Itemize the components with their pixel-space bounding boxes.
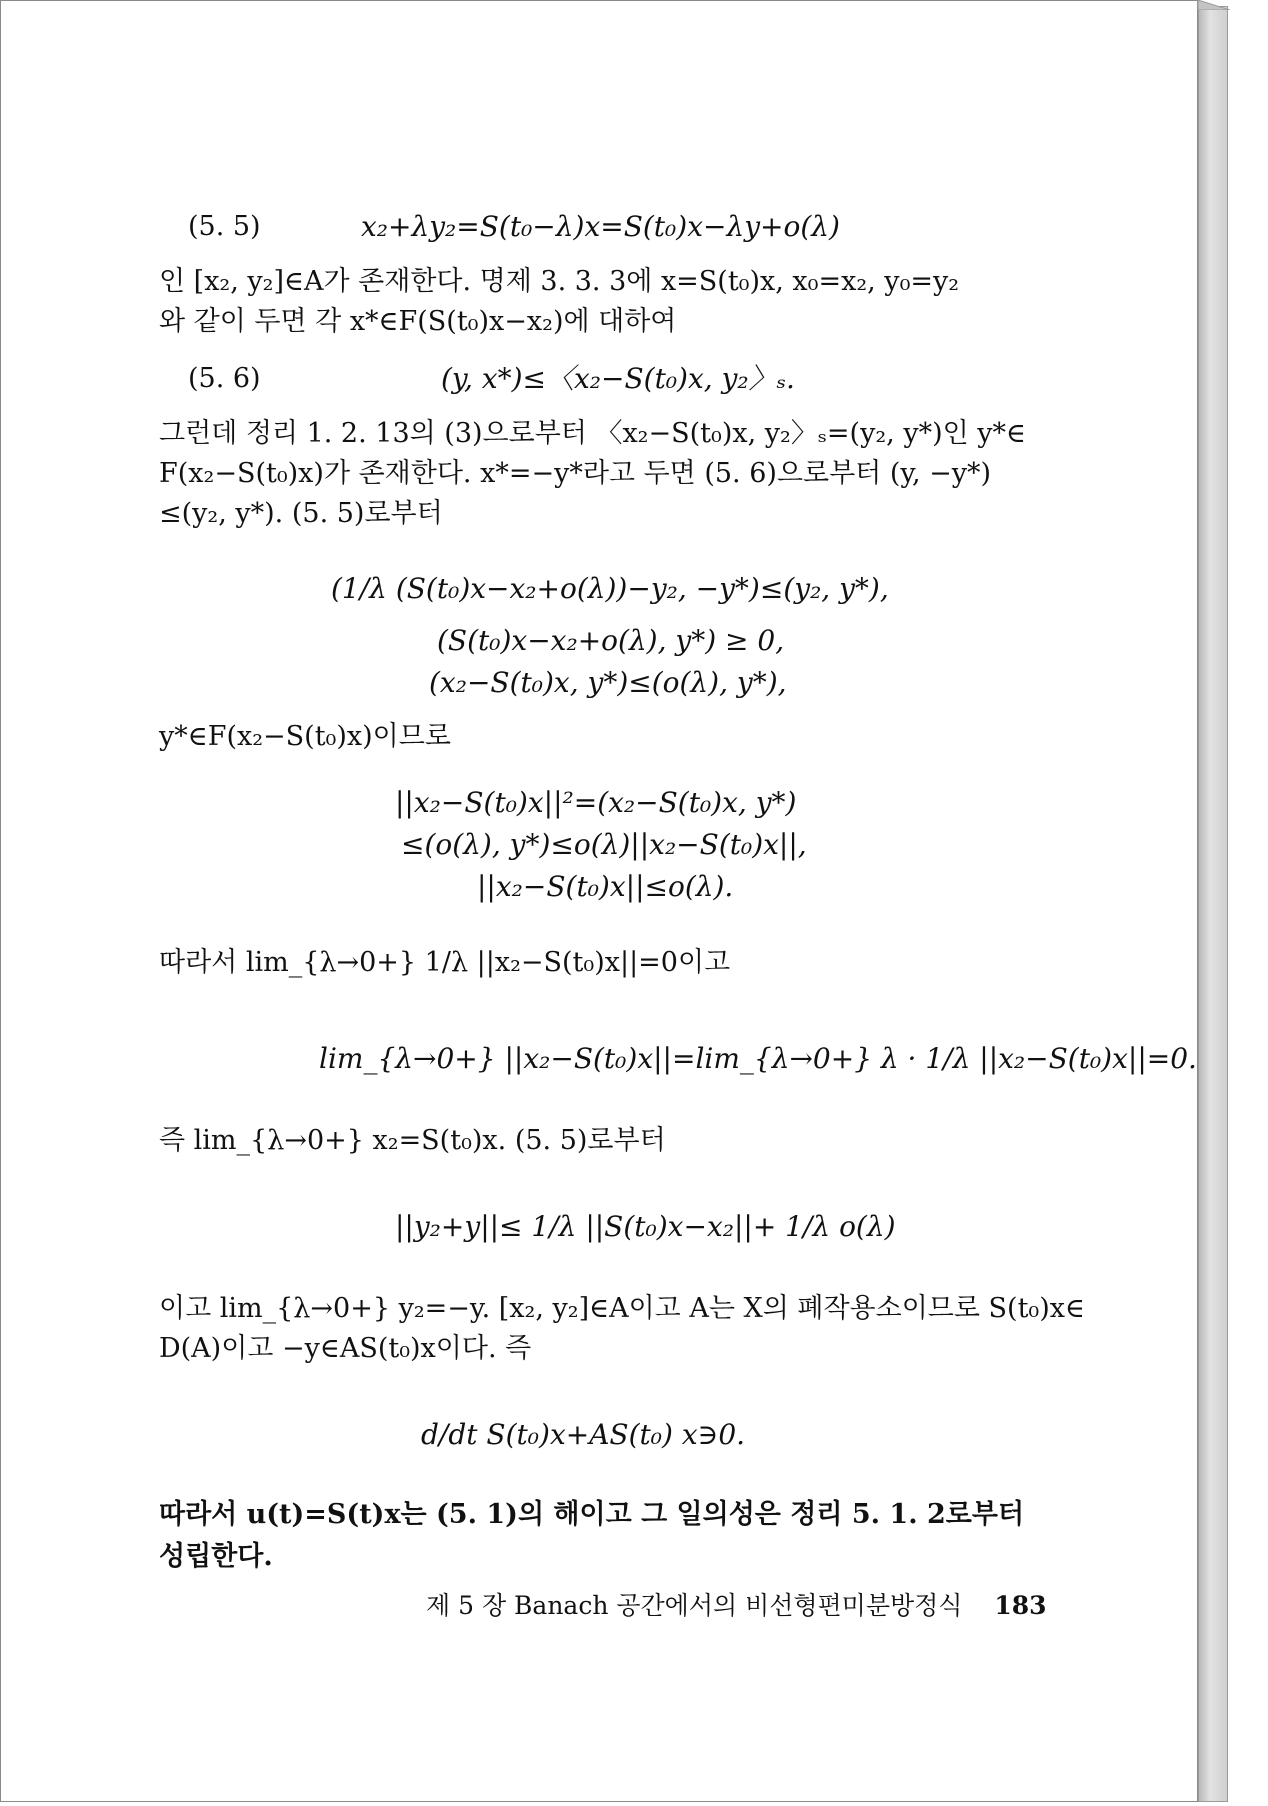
display-equation-2a: ||x₂−S(t₀)x||²=(x₂−S(t₀)x, y*) bbox=[395, 786, 797, 819]
display-equation-2c: ||x₂−S(t₀)x||≤o(λ). bbox=[477, 870, 734, 903]
equation-tag-5-6: (5. 6) bbox=[188, 363, 261, 394]
paragraph-line-7: 따라서 lim_{λ→0+} 1/λ ||x₂−S(t₀)x||=0이고 bbox=[159, 947, 731, 978]
paragraph-line-4: F(x₂−S(t₀)x)가 존재한다. x*=−y*라고 두면 (5. 6)으로부터 (y, −y*) bbox=[159, 458, 992, 489]
paragraph-line-2: 와 같이 두면 각 x*∈F(S(t₀)x−x₂)에 대하여 bbox=[159, 306, 677, 337]
paragraph-line-10: D(A)이고 −y∈AS(t₀)x이다. 즉 bbox=[159, 1333, 532, 1364]
display-equation-1a: (1/λ (S(t₀)x−x₂+o(λ))−y₂, −y*)≤(y₂, y*), bbox=[331, 572, 889, 605]
display-equation-2b: ≤(o(λ), y*)≤o(λ)||x₂−S(t₀)x||, bbox=[401, 828, 807, 861]
paragraph-line-11: 따라서 u(t)=S(t)x는 (5. 1)의 해이고 그 일의성은 정리 5. 1. 2로부터 bbox=[159, 1499, 1025, 1530]
paragraph-line-12: 성립한다. bbox=[159, 1541, 273, 1572]
equation-tag-5-5: (5. 5) bbox=[188, 211, 261, 242]
paragraph-line-6: y*∈F(x₂−S(t₀)x)이므로 bbox=[159, 721, 451, 752]
paragraph-line-3: 그런데 정리 1. 2. 13의 (3)으로부터 〈x₂−S(t₀)x, y₂〉ₛ=(y₂, y*)인 y*∈ bbox=[159, 418, 1027, 449]
page-edge-shadow bbox=[1198, 6, 1228, 1802]
page-footer bbox=[426, 1589, 1047, 1623]
display-equation-limit: lim_{λ→0+} ||x₂−S(t₀)x||=lim_{λ→0+} λ · 1/λ ||x₂−S(t₀)x||=0. bbox=[319, 1042, 1197, 1075]
paragraph-line-1: 인 [x₂, y₂]∈A가 존재한다. 명제 3. 3. 3에 x=S(t₀)x, x₀=x₂, y₀=y₂ bbox=[159, 266, 960, 297]
display-equation-inequality: ||y₂+y||≤ 1/λ ||S(t₀)x−x₂||+ 1/λ o(λ) bbox=[395, 1210, 896, 1243]
equation-5-5: x₂+λy₂=S(t₀−λ)x=S(t₀)x−λy+o(λ) bbox=[361, 210, 840, 243]
paragraph-line-9: 이고 lim_{λ→0+} y₂=−y. [x₂, y₂]∈A이고 A는 X의 폐작용소이므로 S(t₀)x∈ bbox=[159, 1293, 1085, 1324]
chapter-title: 제 5 장 Banach 공간에서의 비선형편미분방정식 bbox=[426, 1591, 963, 1620]
paragraph-line-8: 즉 lim_{λ→0+} x₂=S(t₀)x. (5. 5)로부터 bbox=[159, 1125, 666, 1156]
page-number: 183 bbox=[994, 1591, 1047, 1620]
equation-5-6: (y, x*)≤〈x₂−S(t₀)x, y₂〉ₛ. bbox=[441, 362, 795, 395]
display-equation-1b: (S(t₀)x−x₂+o(λ), y*) ≥ 0, bbox=[437, 624, 785, 657]
display-equation-1c: (x₂−S(t₀)x, y*)≤(o(λ), y*), bbox=[429, 666, 787, 699]
display-equation-ode: d/dt S(t₀)x+AS(t₀) x∋0. bbox=[421, 1418, 746, 1451]
page-corner-icon bbox=[1196, 0, 1230, 10]
paragraph-line-5: ≤(y₂, y*). (5. 5)로부터 bbox=[159, 498, 443, 529]
